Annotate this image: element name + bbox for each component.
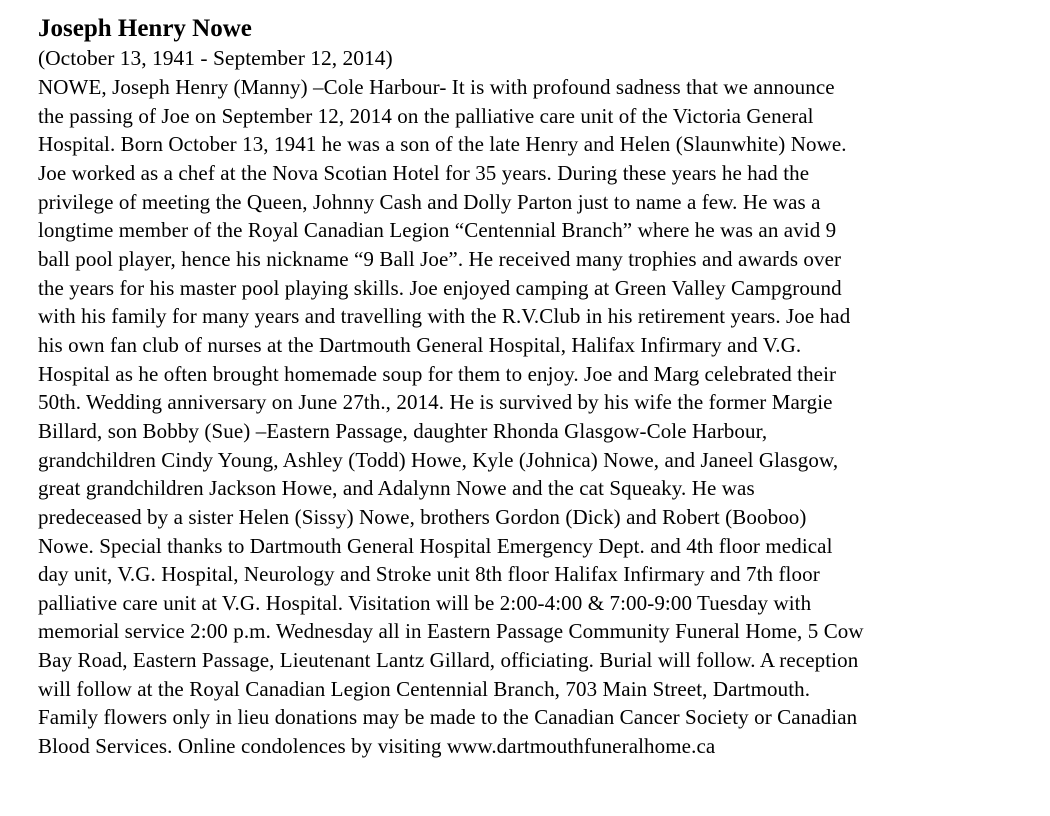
body-line: the passing of Joe on September 12, 2014 on the palliative care unit of the Victoria General — [38, 103, 814, 128]
body-line: Bay Road, Eastern Passage, Lieutenant Lantz Gillard, officiating. Burial will follow. A reception — [38, 648, 859, 673]
body-line: Hospital as he often brought homemade soup for them to enjoy. Joe and Marg celebrated their — [38, 361, 837, 386]
body-line: Billard, son Bobby (Sue) –Eastern Passage, daughter Rhonda Glasgow-Cole Harbour, — [38, 418, 768, 443]
body-line: palliative care unit at V.G. Hospital. Visitation will be 2:00-4:00 & 7:00-9:00 Tuesday with — [38, 590, 812, 615]
body-line: NOWE, Joseph Henry (Manny) –Cole Harbour- It is with profound sadness that we announce — [38, 75, 835, 99]
date-range: (October 13, 1941 - September 12, 2014) — [38, 46, 393, 70]
body-line: with his family for many years and travelling with the R.V.Club in his retirement years. Joe had — [38, 304, 851, 329]
body-line: the years for his master pool playing skills. Joe enjoyed camping at Green Valley Campground — [38, 275, 842, 300]
body-line: Family flowers only in lieu donations may be made to the Canadian Cancer Society or Canadian — [38, 705, 858, 730]
obituary-body — [38, 73, 1014, 761]
body-line: privilege of meeting the Queen, Johnny Cash and Dolly Parton just to name a few. He was a — [38, 189, 821, 214]
body-line: grandchildren Cindy Young, Ashley (Todd) Howe, Kyle (Johnica) Nowe, and Janeel Glasgow, — [38, 447, 839, 472]
body-line: Blood Services. Online condolences by visiting www.dartmouthfuneralhome.ca — [38, 734, 716, 759]
body-line: ball pool player, hence his nickname “9 Ball Joe”. He received many trophies and awards over — [38, 246, 842, 271]
body-line: will follow at the Royal Canadian Legion Centennial Branch, 703 Main Street, Dartmouth. — [38, 676, 811, 701]
body-line: 50th. Wedding anniversary on June 27th., 2014. He is survived by his wife the former Margie — [38, 390, 833, 415]
body-line: Joe worked as a chef at the Nova Scotian Hotel for 35 years. During these years he had the — [38, 160, 810, 185]
body-line: predeceased by a sister Helen (Sissy) Nowe, brothers Gordon (Dick) and Robert (Booboo) — [38, 504, 807, 529]
body-line: his own fan club of nurses at the Dartmouth General Hospital, Halifax Infirmary and V.G. — [38, 332, 802, 357]
body-line: day unit, V.G. Hospital, Neurology and Stroke unit 8th floor Halifax Infirmary and 7th floor — [38, 562, 820, 587]
body-line: longtime member of the Royal Canadian Legion “Centennial Branch” where he was an avid 9 — [38, 218, 837, 243]
body-line: great grandchildren Jackson Howe, and Adalynn Nowe and the cat Squeaky. He was — [38, 476, 755, 501]
page-title: Joseph Henry Nowe — [38, 15, 252, 42]
body-line: Hospital. Born October 13, 1941 he was a son of the late Henry and Helen (Slaunwhite) Nowe. — [38, 132, 847, 157]
body-line: Nowe. Special thanks to Dartmouth General Hospital Emergency Dept. and 4th floor medical — [38, 533, 833, 558]
body-line: memorial service 2:00 p.m. Wednesday all in Eastern Passage Community Funeral Home, 5 Cow — [38, 619, 864, 644]
